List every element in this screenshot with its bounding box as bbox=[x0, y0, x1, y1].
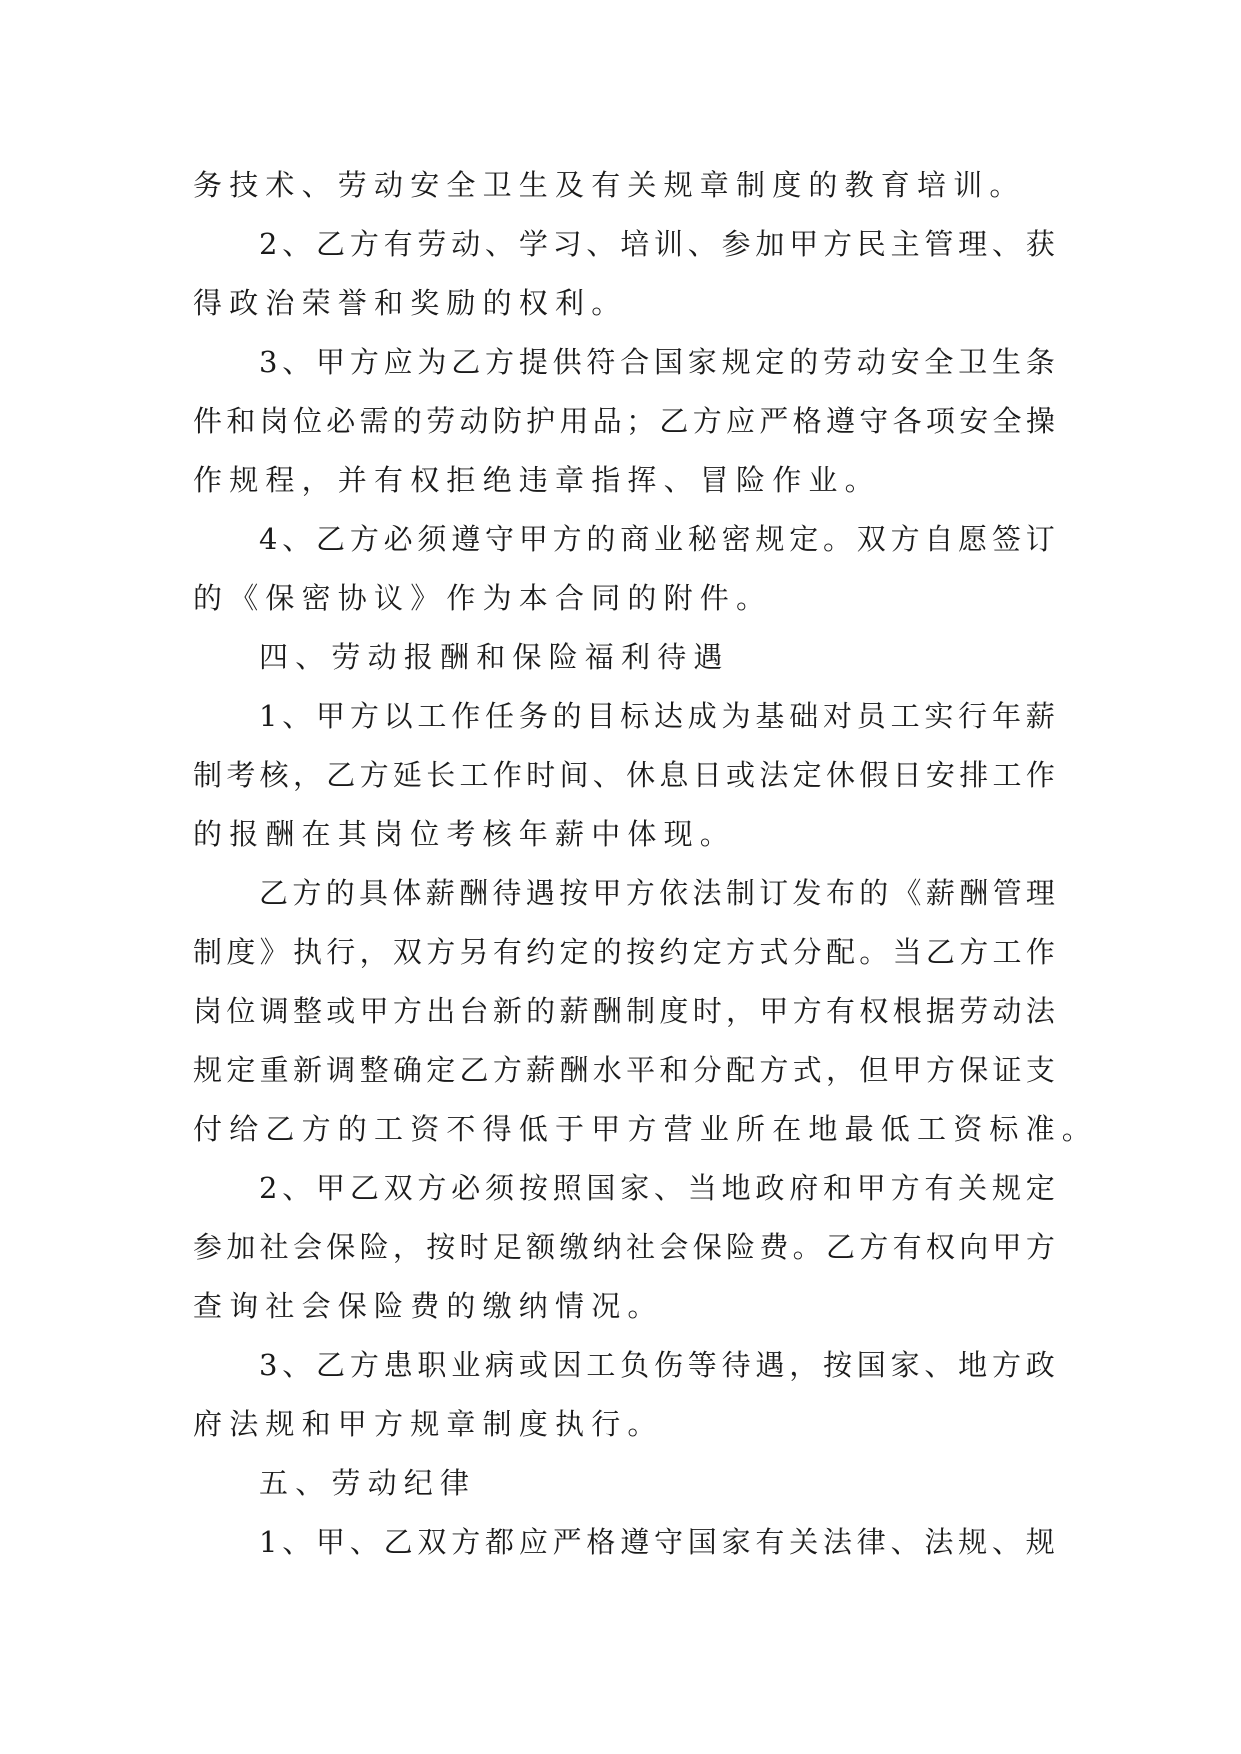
text-line: 作规程，并有权拒绝违章指挥、冒险作业。 bbox=[193, 463, 881, 497]
document-body bbox=[193, 156, 1099, 1572]
text-line: 规 定 重 新 调 整 确 定 乙 方 薪 酬 水 平 和 分 配 方 式 ， 但 甲 方 保 证 支 bbox=[193, 1053, 1055, 1087]
text-line: 1 、 甲 方 以 工 作 任 务 的 目 标 达 成 为 基 础 对 员 工 实 行 年 薪 bbox=[259, 699, 1055, 733]
text-line: 1 、 甲 、 乙 双 方 都 应 严 格 遵 守 国 家 有 关 法 律 、 法 规 、 规 bbox=[259, 1525, 1055, 1559]
text-line: 乙 方 的 具 体 薪 酬 待 遇 按 甲 方 依 法 制 订 发 布 的 《 薪 酬 管 理 bbox=[259, 876, 1055, 910]
text-line: 件 和 岗 位 必 需 的 劳 动 防 护 用 品 ； 乙 方 应 严 格 遵 守 各 项 安 全 操 bbox=[193, 404, 1055, 438]
text-line: 制 度 》 执 行 ， 双 方 另 有 约 定 的 按 约 定 方 式 分 配 。 当 乙 方 工 作 bbox=[193, 935, 1055, 969]
text-line: 得政治荣誉和奖励的权利。 bbox=[193, 286, 628, 320]
text-line: 3 、 乙 方 患 职 业 病 或 因 工 负 伤 等 待 遇 ， 按 国 家 、 地 方 政 bbox=[259, 1348, 1055, 1382]
text-line: 五、劳动纪律 bbox=[259, 1466, 477, 1500]
text-line: 3 、 甲 方 应 为 乙 方 提 供 符 合 国 家 规 定 的 劳 动 安 全 卫 生 条 bbox=[259, 345, 1055, 379]
text-line: 4 、 乙 方 必 须 遵 守 甲 方 的 商 业 秘 密 规 定 。 双 方 自 愿 签 订 bbox=[259, 522, 1055, 556]
text-line: 四、劳动报酬和保险福利待遇 bbox=[259, 640, 730, 674]
text-line: 查询社会保险费的缴纳情况。 bbox=[193, 1289, 664, 1323]
text-line: 的报酬在其岗位考核年薪中体现。 bbox=[193, 817, 737, 851]
text-line: 务技术、劳动安全卫生及有关规章制度的教育培训。 bbox=[193, 168, 1026, 202]
text-line: 2 、 乙 方 有 劳 动 、 学 习 、 培 训 、 参 加 甲 方 民 主 管 理 、 获 bbox=[259, 227, 1055, 261]
text-line: 付给乙方的工资不得低于甲方营业所在地最低工资标准。 bbox=[193, 1112, 1099, 1146]
text-line: 2 、 甲 乙 双 方 必 须 按 照 国 家 、 当 地 政 府 和 甲 方 有 关 规 定 bbox=[259, 1171, 1055, 1205]
text-line: 参 加 社 会 保 险 ， 按 时 足 额 缴 纳 社 会 保 险 费 。 乙 方 有 权 向 甲 方 bbox=[193, 1230, 1055, 1264]
text-line: 岗 位 调 整 或 甲 方 出 台 新 的 薪 酬 制 度 时 ， 甲 方 有 权 根 据 劳 动 法 bbox=[193, 994, 1055, 1028]
text-line: 制 考 核 ， 乙 方 延 长 工 作 时 间 、 休 息 日 或 法 定 休 假 日 安 排 工 作 bbox=[193, 758, 1055, 792]
text-line: 府法规和甲方规章制度执行。 bbox=[193, 1407, 664, 1441]
text-line: 的《保密协议》作为本合同的附件。 bbox=[193, 581, 773, 615]
